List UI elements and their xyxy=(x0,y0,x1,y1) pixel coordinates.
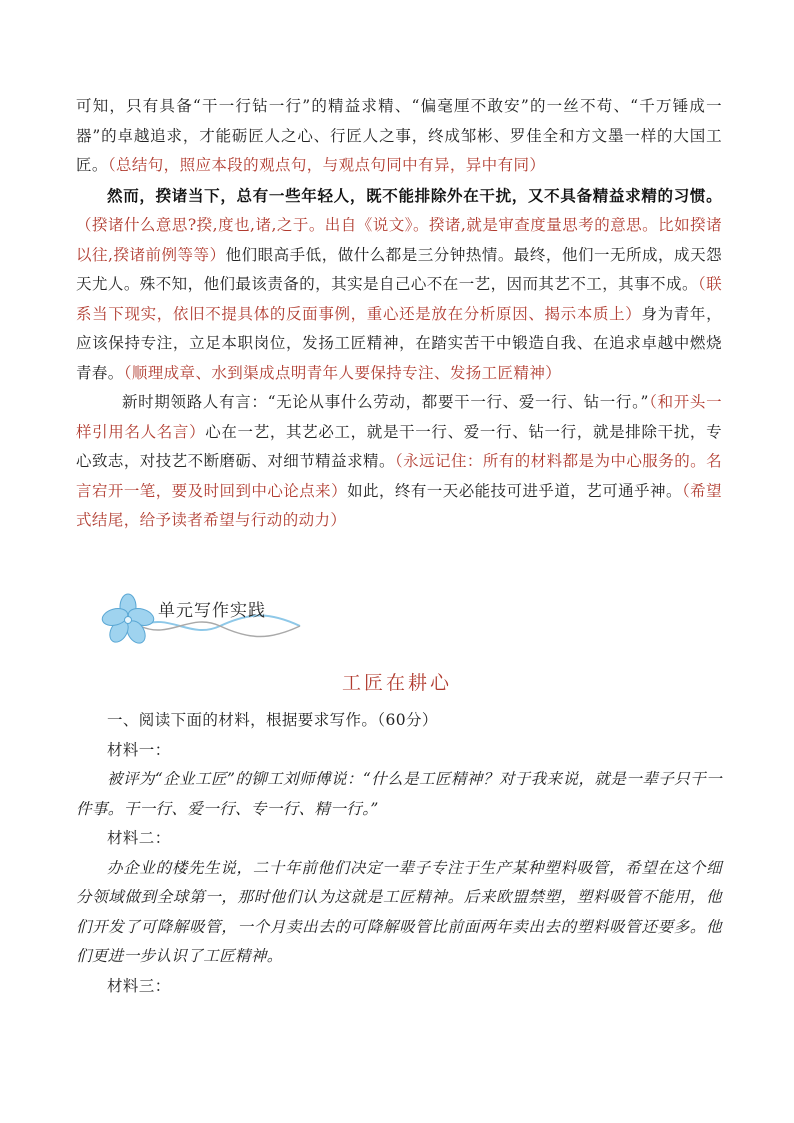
paragraph-1 xyxy=(76,92,722,181)
material-1-label: 材料一： xyxy=(107,740,171,759)
p2-topic-sentence: 然而，揆诸当下，总有一些年轻人，既不能排除外在干扰，又不具备精益求精的习惯。 xyxy=(107,185,722,205)
essay-title: 工匠在耕心 xyxy=(341,672,452,694)
p3-annotation-3: （希望式结尾，给予读者希望与行动的动力） xyxy=(76,481,722,529)
unit-writing-banner xyxy=(100,590,310,650)
material-1-text: 被评为“企业工匠”的铆工刘师傅说：“什么是工匠精神？对于我来说，就是一辈子只干一件事。干一行、爱一行、专一行、精一行。” xyxy=(76,770,722,818)
p2-annotation-1: （揆诸什么意思?揆,度也,诸,之于。出自《说文》。揆诸,就是审查度量思考的意思。比如揆诸以往,揆诸前例等等） xyxy=(76,216,722,264)
p1-text: 可知，只有具备“干一行钻一行”的精益求精、“偏毫厘不敢安”的一丝不苟、“千万锤成一器”的卓越追求，才能砺匠人之心、行匠人之事，终成邹彬、罗佳全和方文墨一样的大国工匠。 xyxy=(76,97,722,174)
banner-label: 单元写作实践 xyxy=(158,601,266,621)
paragraph-2 xyxy=(76,181,722,389)
material-3-label: 材料三： xyxy=(107,976,171,995)
material-2-label: 材料二： xyxy=(107,829,171,847)
p3-annotation-1: （和开头一样引用名人名言） xyxy=(76,393,722,441)
p2-text-2: 身为青年，应该保持专注，立足本职岗位，发扬工匠精神，在踏实苦干中锻造自我、在追求卓越中燃烧青春。 xyxy=(76,304,722,382)
material-2-text: 办企业的楼先生说，二十年前他们决定一辈子专注于生产某种塑料吸管，希望在这个细分领域做到全球第一，那时他们认为这就是工匠精神。后来欧盟禁塑，塑料吸管不能用，他们开发了可降解吸管，一个月卖出去的可降解吸管比前面两年卖出去的塑料吸管还要多。他们更进一步认识了工匠精神。 xyxy=(76,858,722,965)
p1-annotation: （总结句，照应本段的观点句，与观点句同中有异，异中有同） xyxy=(107,156,546,174)
p3-text-1: 新时期领路人有言：“无论从事什么劳动，都要干一行、爱一行、钻一行。” xyxy=(122,393,649,411)
p2-annotation-3: （顺理成章、水到渠成点明青年人要保持专注、发扬工匠精神） xyxy=(123,363,562,382)
p2-text-1: 他们眼高手低，做什么都是三分钟热情。最终，他们一无所成，成天怨天尤人。殊不知，他们最该责备的，其实是自己心不在一艺，因而其艺不工，其事不成。 xyxy=(76,245,722,293)
writing-task xyxy=(76,706,722,1001)
task-instruction: 一、阅读下面的材料，根据要求写作。（60分） xyxy=(107,711,438,729)
p3-annotation-2: （永远记住：所有的材料都是为中心服务的。名言宕开一笔，要及时回到中心论点来） xyxy=(76,452,722,500)
essay-excerpt xyxy=(76,92,722,536)
p3-text-3: 如此，终有一天必能技可进乎道，艺可通乎神。 xyxy=(347,481,682,500)
p2-annotation-2: （联系当下现实，依旧不提具体的反面事例，重心还是放在分析原因、揭示本质上） xyxy=(76,275,722,323)
p3-text-2: 心在一艺，其艺必工，就是干一行、爱一行、钻一行，就是排除干扰，专心致志，对技艺不断磨砺、对细节精益求精。 xyxy=(76,422,722,470)
paragraph-3 xyxy=(76,388,722,536)
